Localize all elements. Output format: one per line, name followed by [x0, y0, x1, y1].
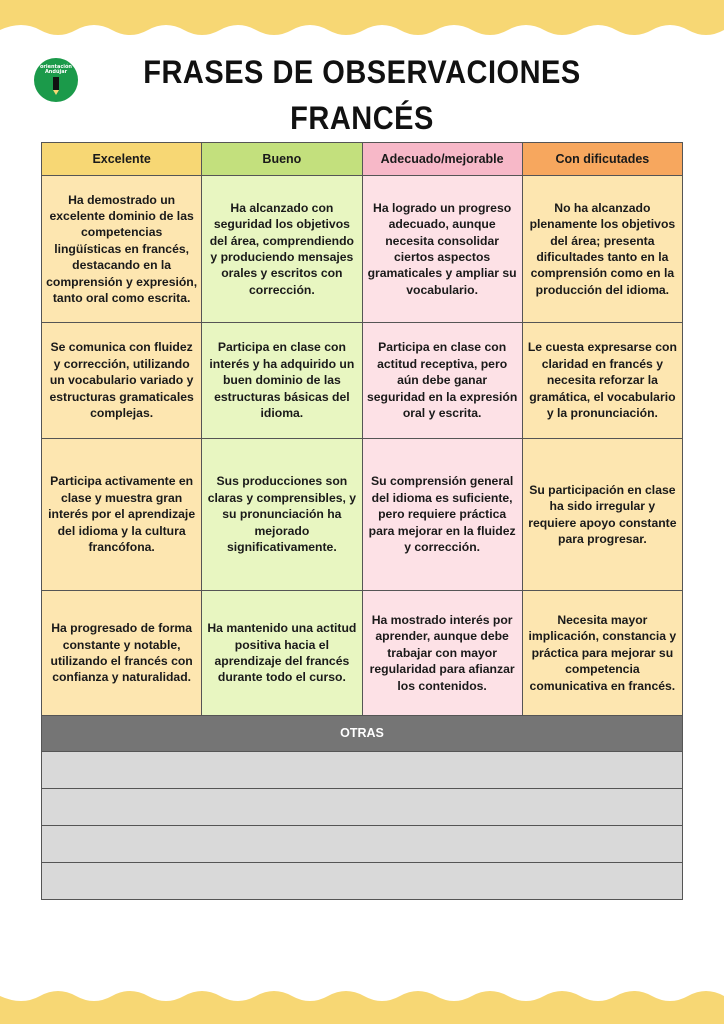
- blank-line[interactable]: [42, 789, 683, 826]
- cell-excelente: Se comunica con fluidez y corrección, utilizando un vocabulario variado y estructuras gramaticales complejas.: [42, 323, 202, 439]
- bottom-wave-decoration: [0, 988, 724, 1024]
- page-title-line1: FRASES DE OBSERVACIONES: [143, 55, 581, 91]
- header-excelente: Excelente: [42, 143, 202, 176]
- blank-row[interactable]: [42, 752, 683, 789]
- header-row: [42, 143, 683, 176]
- header-dificultades: Con dificutades: [522, 143, 682, 176]
- cell-adecuado: Su comprensión general del idioma es suficiente, pero requiere práctica para mejorar en la fluidez y corrección.: [362, 439, 522, 591]
- cell-bueno: Sus producciones son claras y comprensibles, y su pronunciación ha mejorado significativamente.: [202, 439, 362, 591]
- blank-row[interactable]: [42, 826, 683, 863]
- cell-adecuado: Ha logrado un progreso adecuado, aunque necesita consolidar ciertos aspectos gramaticales y ampliar su vocabulario.: [362, 176, 522, 323]
- logo-line1: orientación: [39, 63, 72, 70]
- cell-adecuado: Participa en clase con actitud receptiva, pero aún debe ganar seguridad en la expresión oral y escrita.: [362, 323, 522, 439]
- cell-dificultades: No ha alcanzado plenamente los objetivos del área; presenta dificultades tanto en la comprensión como en la producción del idioma.: [522, 176, 682, 323]
- cell-excelente: Participa activamente en clase y muestra gran interés por el aprendizaje del idioma y la cultura francófona.: [42, 439, 202, 591]
- cell-excelente: Ha demostrado un excelente dominio de las competencias lingüísticas en francés, destacando en la comprensión y expresión, tanto oral como escrita.: [42, 176, 202, 323]
- cell-bueno: Ha mantenido una actitud positiva hacia el aprendizaje del francés durante todo el curso.: [202, 591, 362, 716]
- observations-table: [41, 142, 683, 900]
- blank-row[interactable]: [42, 789, 683, 826]
- table-row: [42, 323, 683, 439]
- cell-bueno: Ha alcanzado con seguridad los objetivos del área, comprendiendo y produciendo mensajes orales y escritos con corrección.: [202, 176, 362, 323]
- table-row: [42, 591, 683, 716]
- page-title-line2: FRANCÉS: [290, 101, 434, 137]
- header-adecuado: Adecuado/mejorable: [362, 143, 522, 176]
- header-bueno: Bueno: [202, 143, 362, 176]
- cell-excelente: Ha progresado de forma constante y notable, utilizando el francés con confianza y naturalidad.: [42, 591, 202, 716]
- blank-row[interactable]: [42, 863, 683, 900]
- cell-dificultades: Necesita mayor implicación, constancia y práctica para mejorar su competencia comunicativa en francés.: [522, 591, 682, 716]
- table-row: [42, 176, 683, 323]
- table-row: [42, 439, 683, 591]
- cell-adecuado: Ha mostrado interés por aprender, aunque debe trabajar con mayor regularidad para afianzar los contenidos.: [362, 591, 522, 716]
- blank-line[interactable]: [42, 826, 683, 863]
- otras-header-row: [42, 716, 683, 752]
- blank-line[interactable]: [42, 863, 683, 900]
- logo-line2: Andújar: [44, 69, 68, 75]
- otras-label: OTRAS: [42, 716, 683, 752]
- cell-dificultades: Le cuesta expresarse con claridad en francés y necesita reforzar la gramática, el vocabulario y la pronunciación.: [522, 323, 682, 439]
- blank-line[interactable]: [42, 752, 683, 789]
- top-wave-decoration: [0, 0, 724, 42]
- cell-bueno: Participa en clase con interés y ha adquirido un buen dominio de las estructuras básicas del idioma.: [202, 323, 362, 439]
- cell-dificultades: Su participación en clase ha sido irregular y requiere apoyo constante para progresar.: [522, 439, 682, 591]
